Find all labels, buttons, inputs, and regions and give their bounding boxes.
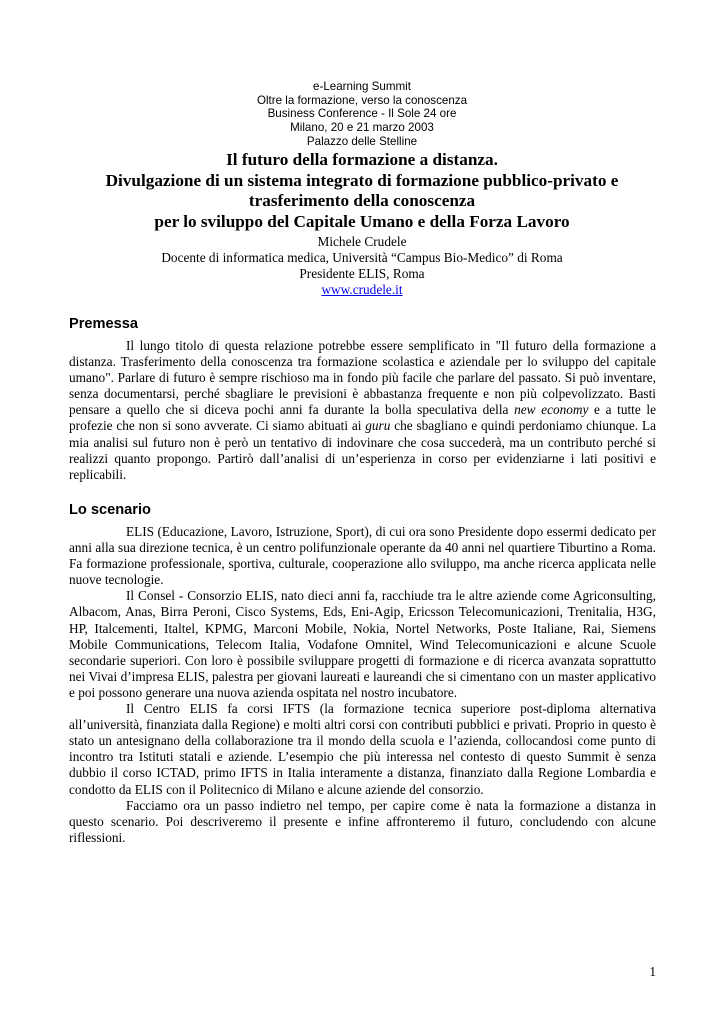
page-number: 1 bbox=[649, 964, 656, 979]
paragraph: Il Centro ELIS fa corsi IFTS (la formazione tecnica superiore post-diploma alternativa all’università, finanziata dalla Regione) e molti altri corsi con contributi pubblici e privati. Proprio in questo è stato un antesignano della collaborazione tra il mondo della scuola e l’azienda, collocandosi come punto di incontro tra Istituti statali e aziende. L’esempio che più interessa nel contesto di questo Summit è senza dubbio il corso ICTAD, primo IFTS in Italia interamente a distanza, finanziato dalla Regione Lombardia e condotto da ELIS con il Politecnico di Milano e alcune aziende del consorzio. bbox=[69, 701, 656, 797]
conference-line: Oltre la formazione, verso la conoscenza bbox=[256, 93, 468, 107]
section-body-scenario bbox=[69, 524, 656, 846]
title-line: trasferimento della conoscenza bbox=[248, 191, 476, 210]
paragraph: Facciamo ora un passo indietro nel tempo, per capire come è nata la formazione a distanza in questo scenario. Poi descriveremo il presente e infine affronteremo il futuro, concludendo con alcune riflessioni. bbox=[69, 797, 656, 845]
author-name: Michele Crudele bbox=[317, 234, 407, 249]
author-role: Docente di informatica medica, Università “Campus Bio-Medico” di Roma bbox=[161, 249, 563, 265]
author-website-link[interactable]: www.crudele.it bbox=[321, 281, 403, 297]
title-line: Il futuro della formazione a distanza. bbox=[226, 150, 498, 169]
conference-line: Business Conference - Il Sole 24 ore bbox=[267, 107, 457, 121]
paragraph: ELIS (Educazione, Lavoro, Istruzione, Sport), di cui ora sono Presidente dopo essermi dedicato per anni alla sua direzione tecnica, è un centro polifunzionale operante da 40 anni nel quartiere Tiburtino a Roma. Fa formazione professionale, sportiva, culturale, cooperazione allo sviluppo, ma anche ricerca applicata nelle nuove tecnologie. bbox=[69, 524, 656, 588]
section-heading-scenario: Lo scenario bbox=[69, 502, 151, 518]
conference-line: Palazzo delle Stelline bbox=[306, 134, 418, 148]
conference-line: Milano, 20 e 21 marzo 2003 bbox=[290, 121, 434, 135]
paragraph: Il Consel - Consorzio ELIS, nato dieci anni fa, racchiude tra le altre aziende come Agriconsulting, Albacom, Anas, Birra Peroni, Cisco Systems, Eds, Eni-Agip, Ericsson Telecomunicazioni, Trenitalia, H3G, HP, Italcementi, Italtel, KPMG, Marconi Mobile, Nokia, Nortel Networks, Poste Italiane, Rai, Siemens Mobile Communications, Telecom Italia, Vodafone Omnitel, Wind Telecomunicazioni e alcune Scuole secondarie superiori. Con loro è possibile sviluppare progetti di formazione e di ricerca avanzata soprattutto nei Vivai d’impresa ELIS, palestra per giovani laureati e laureandi che si cimentano con un master applicativo e poi possono generare una nuova azienda ospitata nel nostro incubatore. bbox=[69, 588, 656, 700]
author-block bbox=[60, 234, 664, 298]
author-role: Presidente ELIS, Roma bbox=[299, 265, 425, 281]
conference-info bbox=[0, 80, 724, 149]
conference-line: e-Learning Summit bbox=[313, 80, 411, 93]
document-title bbox=[60, 150, 664, 232]
title-line: Divulgazione di un sistema integrato di formazione pubblico-privato e bbox=[105, 170, 619, 190]
title-line: per lo sviluppo del Capitale Umano e della Forza Lavoro bbox=[154, 211, 570, 231]
paragraph: Il lungo titolo di questa relazione potrebbe essere semplificato in "Il futuro della formazione a distanza. Trasferimento della conoscenza tra formazione scolastica e aziendale per lo sviluppo del capitale umano". Parlare di futuro è sempre rischioso ma in fondo più facile che parlare del passato. Si può inventare, senza documentarsi, perché sbagliare le previsioni è abbastanza frequente e non più colpevolizzato. Basti pensare a quello che si diceva pochi anni fa durante la bolla speculativa della new economy e a tutte le profezie che non si sono avverate. Ci siamo abituati ai guru che sbagliano e quindi perdoniamo chiunque. La mia analisi sul futuro non è però un tentativo di indovinare che cosa succederà, ma un contributo perché si realizzi quanto propongo. Partirò dall’analisi di un’esperienza in corso per evidenziarne i lati positivi e replicabili. bbox=[69, 338, 656, 482]
section-heading-premessa: Premessa bbox=[69, 316, 138, 332]
section-body-premessa bbox=[69, 338, 656, 483]
